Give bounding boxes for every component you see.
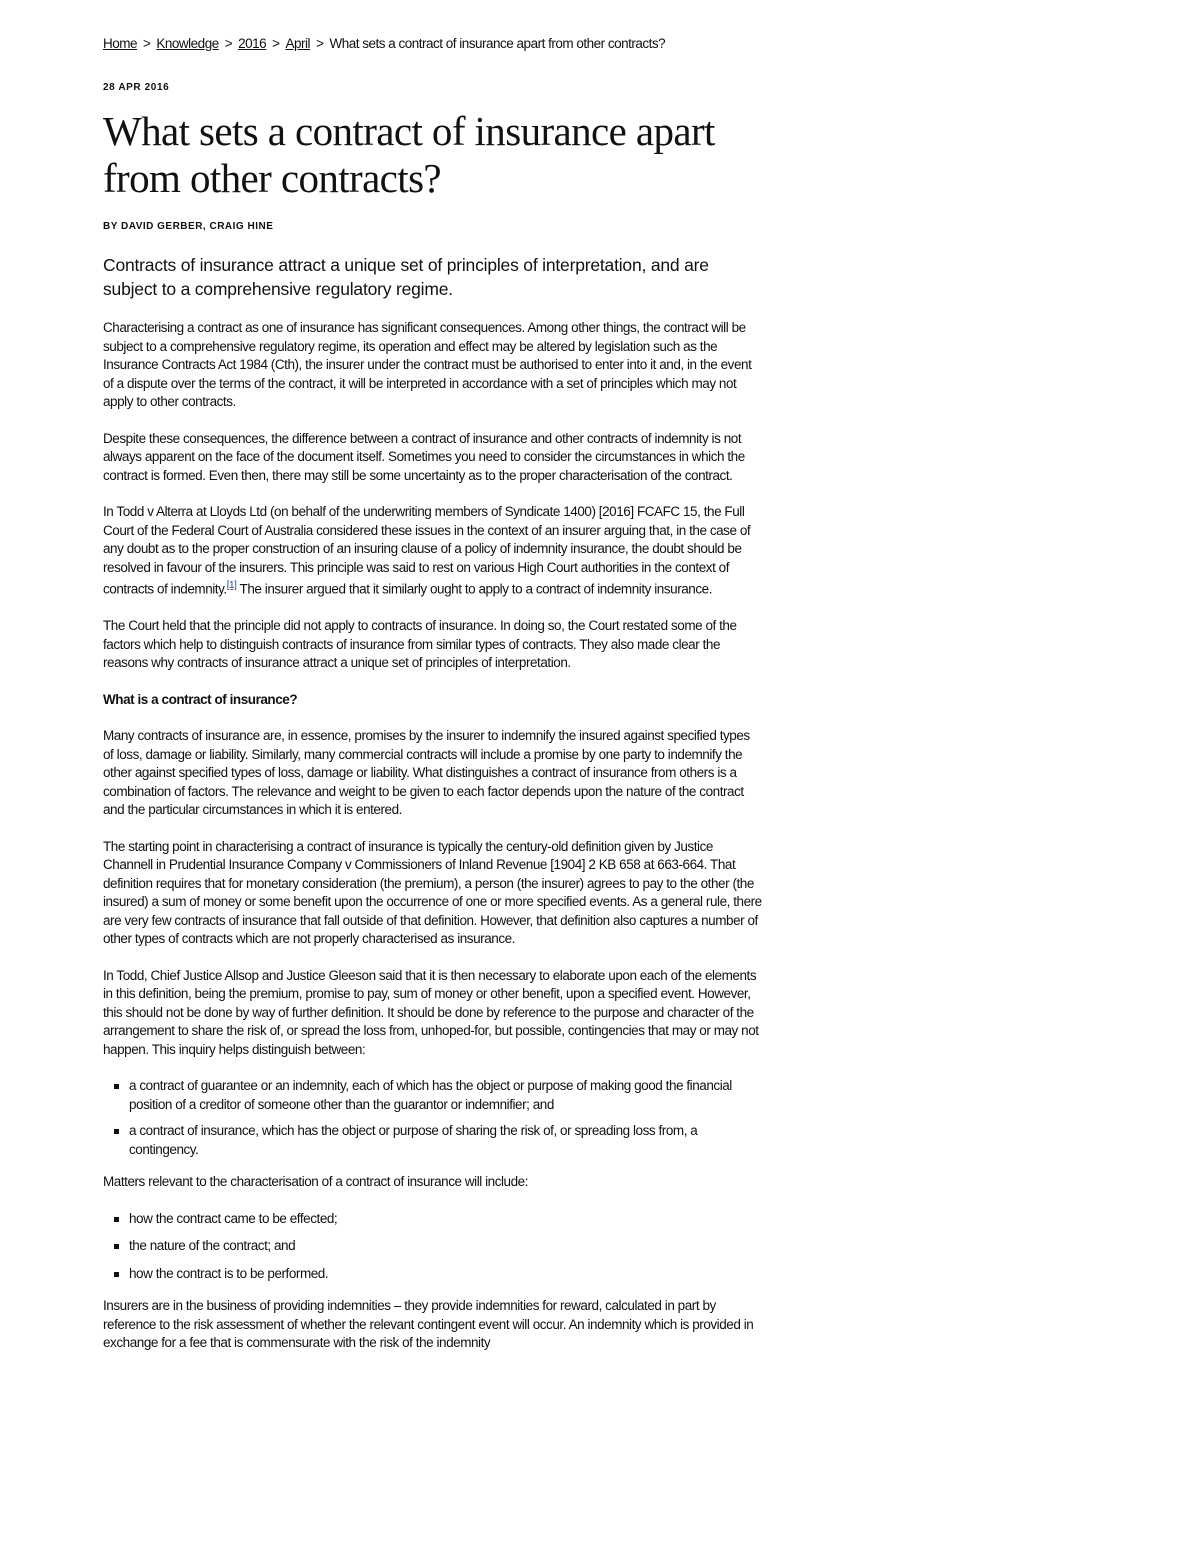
paragraph: Matters relevant to the characterisation of a contract of insurance will include: <box>103 1174 529 1189</box>
bullet-list <box>103 1077 763 1159</box>
breadcrumb-knowledge-link[interactable]: Knowledge <box>156 36 219 51</box>
breadcrumb-current: What sets a contract of insurance apart from other contracts? <box>329 36 666 51</box>
paragraph <box>103 503 763 599</box>
breadcrumb-separator: > <box>143 36 151 51</box>
paragraph: In Todd, Chief Justice Allsop and Justice Gleeson said that it is then necessary to elaborate upon each of the elements in this definition, being the premium, promise to pay, sum of money or other benefit, upon a specified event. However, this should not be done by way of further definition. It should be done by reference to the purpose and character of the arrangement to share the risk of, or spread the loss from, unhoped-for, but possible, contingencies that may or may not happen. This inquiry helps distinguish between: <box>103 967 759 1057</box>
breadcrumb-home-link[interactable]: Home <box>103 36 138 51</box>
article-lead: Contracts of insurance attract a unique set of principles of interpretation, and are subject to a comprehensive regulatory regime. <box>103 255 709 299</box>
paragraph: Insurers are in the business of providing indemnities – they provide indemnities for reward, calculated in part by reference to the risk assessment of whether the relevant contingent event will occur. An indemnity which is provided in exchange for a fee that is commensurate with the risk of the indemnity <box>103 1298 754 1350</box>
paragraph-text: The insurer argued that it similarly ought to apply to a contract of indemnity insurance. <box>236 581 713 597</box>
paragraph: The Court held that the principle did not apply to contracts of insurance. In doing so, the Court restated some of the factors which help to distinguish contracts of insurance from similar types of contracts. They also made clear the reasons why contracts of insurance attract a unique set of principles of interpretation. <box>103 618 737 670</box>
article-title: What sets a contract of insurance apart from other contracts? <box>103 108 715 201</box>
list-item: the nature of the contract; and <box>129 1237 763 1256</box>
paragraph: Many contracts of insurance are, in essence, promises by the insurer to indemnify the insured against specified types of loss, damage or liability. Similarly, many commercial contracts will include a promise by one party to indemnify the other against specified types of loss, damage or liability. What distinguishes a contract of insurance from others is a combination of factors. The relevance and weight to be given to each factor depends upon the nature of the contract and the particular circumstances in which it is entered. <box>103 728 750 817</box>
paragraph-text: In Todd v Alterra at Lloyds Ltd (on behalf of the underwriting members of Syndicate 1400) [2016] FCAFC 15, the Full Court of the Federal Court of Australia considered these issues in the context of an insurer arguing that, in the case of any doubt as to the proper construction of an insuring clause of a policy of indemnity insurance, the doubt should be resolved in favour of the insurers. This principle was said to rest on various High Court authorities in the context of contracts of indemnity. <box>103 504 751 597</box>
bullet-list <box>103 1210 763 1284</box>
article-body <box>103 319 763 1371</box>
section-heading: What is a contract of insurance? <box>103 691 298 707</box>
paragraph: The starting point in characterising a contract of insurance is typically the century-old definition given by Justice Channell in Prudential Insurance Company v Commissioners of Inland Revenue [1904] 2 KB 658 at 663-664. That definition requires that for monetary consideration (the premium), a person (the insurer) agrees to pay to the other (the insured) a sum of money or some benefit upon the occurrence of one or more specified events. As a general rule, there are very few contracts of insurance that fall outside of that definition. However, that definition also captures a number of other types of contracts which are not properly characterised as insurance. <box>103 838 762 946</box>
paragraph: Characterising a contract as one of insurance has significant consequences. Among other things, the contract will be subject to a comprehensive regulatory regime, its operation and effect may be altered by legislation such as the Insurance Contracts Act 1984 (Cth), the insurer under the contract must be authorised to enter into it and, in the event of a dispute over the terms of the contract, it will be interpreted in accordance with a set of principles which may not apply to other contracts. <box>103 320 752 409</box>
breadcrumb-separator: > <box>224 36 233 51</box>
article-byline: BY DAVID GERBER, CRAIG HINE <box>103 221 274 232</box>
list-item: how the contract is to be performed. <box>129 1265 763 1284</box>
breadcrumb-separator: > <box>316 36 324 51</box>
footnote-link[interactable]: [1] <box>226 580 237 591</box>
list-item: how the contract came to be effected; <box>129 1210 763 1229</box>
paragraph: Despite these consequences, the difference between a contract of insurance and other contracts of indemnity is not always apparent on the face of the document itself. Sometimes you need to consider the circumstances in which the contract is formed. Even then, there may still be some uncertainty as to the proper characterisation of the contract. <box>103 430 745 483</box>
breadcrumb-month-link[interactable]: April <box>285 36 311 51</box>
list-item: a contract of insurance, which has the object or purpose of sharing the risk of, or spreading loss from, a contingency. <box>129 1122 763 1159</box>
breadcrumb <box>103 36 665 51</box>
breadcrumb-year-link[interactable]: 2016 <box>238 36 267 51</box>
article-date: 28 APR 2016 <box>103 82 170 93</box>
list-item: a contract of guarantee or an indemnity, each of which has the object or purpose of making good the financial position of a creditor of someone other than the guarantor or indemnifier; and <box>129 1077 763 1114</box>
breadcrumb-separator: > <box>272 36 280 51</box>
